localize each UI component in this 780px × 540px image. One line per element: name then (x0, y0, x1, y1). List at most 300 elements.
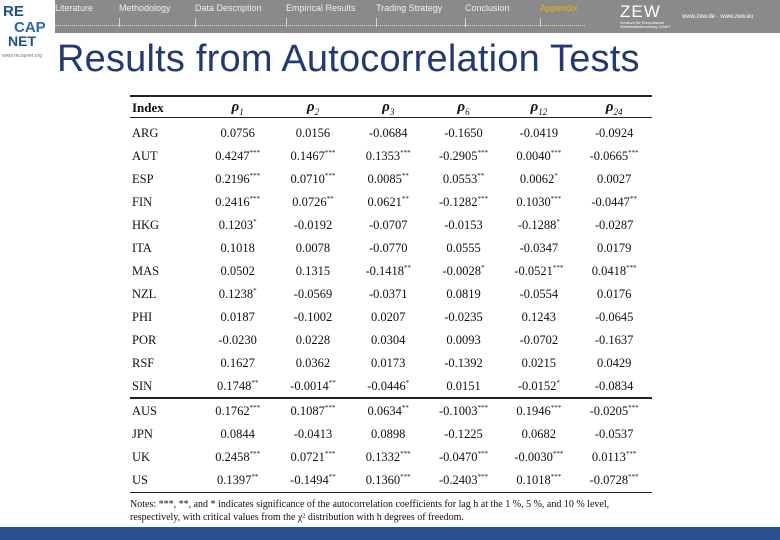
significance-stars: *** (477, 404, 489, 412)
coefficient-value: 0.0151 (446, 379, 481, 393)
coefficient-cell (426, 333, 501, 348)
coefficient-cell (501, 195, 576, 210)
coefficient-cell (576, 218, 651, 233)
coefficient-cell (275, 427, 350, 442)
coefficient-value: -0.0287 (594, 218, 634, 232)
coefficient-value: -0.2403 (439, 473, 478, 487)
table-body-group-1 (130, 122, 652, 398)
coefficient-value: 0.0078 (295, 241, 331, 255)
coefficient-value: -0.0470 (439, 450, 478, 464)
coefficient-value: -0.1392 (444, 356, 483, 370)
significance-stars: *** (628, 149, 639, 157)
table-row (130, 122, 652, 145)
table-row (130, 423, 652, 446)
coefficient-cell (426, 427, 501, 442)
top-navigation-bar (0, 0, 780, 33)
rho-symbol: ρ (306, 98, 315, 115)
coefficient-value: 0.0040 (516, 149, 551, 163)
table-row (130, 469, 652, 492)
significance-stars: ** (328, 379, 336, 387)
index-cell: ESP (132, 172, 154, 186)
coefficient-cell (275, 195, 350, 210)
coefficient-value: -0.0554 (519, 287, 559, 301)
rho-symbol: ρ (530, 98, 539, 115)
significance-stars: *** (550, 149, 562, 157)
index-cell: HKG (132, 218, 160, 232)
coefficient-value: 0.0093 (446, 333, 481, 347)
significance-stars: ** (251, 379, 259, 387)
table-row (130, 237, 652, 260)
coefficient-value: 0.0819 (446, 287, 481, 301)
zew-url: www.zew.de · www.zew.eu (682, 14, 754, 20)
coefficient-value: -0.0446 (367, 379, 406, 393)
coefficient-cell (351, 450, 426, 465)
nav-item-data-description[interactable]: Data Description (195, 3, 262, 13)
coefficient-value: 0.0085 (367, 172, 402, 186)
lag-number: 24 (613, 106, 623, 117)
significance-stars: ** (404, 264, 412, 272)
coefficient-cell (501, 218, 576, 233)
table-group-separator (130, 397, 652, 399)
coefficient-cell (576, 427, 651, 442)
coefficient-value: -0.0205 (589, 404, 629, 418)
index-cell: JPN (132, 427, 153, 441)
nav-separator-tick (119, 18, 120, 27)
significance-stars: *** (249, 172, 261, 180)
coefficient-value: 0.0228 (295, 333, 331, 347)
significance-stars: ** (328, 473, 336, 481)
slide-title: Results from Autocorrelation Tests (57, 38, 640, 80)
coefficient-cell (351, 333, 426, 348)
significance-stars: * (554, 172, 558, 180)
coefficient-value: 0.4247 (215, 149, 250, 163)
coefficient-cell (426, 379, 501, 394)
coefficient-cell (501, 126, 576, 141)
coefficient-value: -0.0153 (444, 218, 483, 232)
coefficient-value: 0.1018 (516, 473, 551, 487)
coefficient-cell (200, 450, 275, 465)
significance-stars: *** (552, 450, 564, 458)
coefficient-value: -0.1650 (444, 126, 483, 140)
coefficient-value: 0.0898 (371, 427, 406, 441)
index-cell: SIN (132, 379, 153, 393)
significance-stars: *** (477, 149, 489, 157)
coefficient-cell (351, 356, 426, 371)
coefficient-cell (200, 379, 275, 394)
coefficient-cell (351, 379, 426, 394)
coefficient-cell (576, 287, 651, 302)
nav-separator-tick (195, 18, 196, 27)
coefficient-cell (426, 241, 501, 256)
nav-progress-line (55, 21, 585, 26)
coefficient-cell (200, 287, 275, 302)
coefficient-value: 0.0156 (295, 126, 331, 140)
coefficient-value: -0.0030 (514, 450, 553, 464)
coefficient-cell (351, 404, 426, 419)
coefficient-cell (275, 241, 350, 256)
table-row (130, 375, 652, 398)
significance-stars: * (253, 287, 257, 295)
index-cell: FIN (132, 195, 153, 209)
coefficient-cell (275, 149, 350, 164)
coefficient-cell (576, 126, 651, 141)
lag-number: 3 (389, 106, 395, 117)
coefficient-value: -0.0684 (368, 126, 408, 140)
coefficient-cell (501, 427, 576, 442)
coefficient-cell (275, 126, 350, 141)
significance-stars: *** (628, 473, 639, 481)
coefficient-value: 0.0721 (290, 450, 325, 464)
coefficient-value: -0.0728 (589, 473, 629, 487)
coefficient-value: 0.0179 (596, 241, 632, 255)
coefficient-value: 0.1946 (516, 404, 551, 418)
index-cell: RSF (132, 356, 155, 370)
nav-item-appendix[interactable]: Appendix (540, 3, 578, 13)
coefficient-cell (576, 149, 651, 164)
coefficient-cell (200, 149, 275, 164)
significance-stars: ** (326, 195, 334, 203)
coefficient-cell (200, 241, 275, 256)
logo-text-re: RE (3, 3, 24, 20)
lag-number: 2 (314, 106, 320, 117)
table-top-rule (130, 95, 652, 97)
significance-stars: *** (400, 149, 411, 157)
significance-stars: ** (401, 195, 409, 203)
coefficient-cell (501, 172, 576, 187)
coefficient-value: 0.1030 (516, 195, 551, 209)
coefficient-value: -0.0770 (368, 241, 408, 255)
lag-column-header (426, 99, 501, 117)
coefficient-cell (426, 126, 501, 141)
table-row (130, 214, 652, 237)
significance-stars: * (556, 218, 560, 226)
coefficient-value: -0.0028 (442, 264, 482, 278)
lag-column-header (200, 99, 275, 117)
coefficient-cell (351, 195, 426, 210)
table-header-rule (130, 117, 652, 118)
coefficient-value: -0.1637 (594, 333, 634, 347)
logo-url: www.recapnet.org (2, 53, 43, 59)
coefficient-cell (200, 333, 275, 348)
coefficient-cell (576, 264, 651, 279)
table-notes: Notes: ***, **, and * indicates significance of the autocorrelation coefficients for lag h at the 1 %, 5 %, and 10 % level, respectively, with critical values from the χ² distribution with h degrees of freedom. (130, 499, 610, 523)
significance-stars: ** (477, 172, 485, 180)
coefficient-value: 0.1332 (365, 450, 401, 464)
coefficient-value: 0.0173 (371, 356, 406, 370)
table-row (130, 306, 652, 329)
significance-stars: *** (324, 172, 336, 180)
significance-stars: *** (628, 404, 639, 412)
table-row (130, 352, 652, 375)
coefficient-cell (576, 356, 651, 371)
significance-stars: *** (477, 473, 489, 481)
rho-symbol: ρ (457, 98, 466, 115)
coefficient-value: -0.0665 (589, 149, 629, 163)
coefficient-cell (351, 126, 426, 141)
table-bottom-rule (130, 492, 652, 493)
coefficient-cell (200, 195, 275, 210)
nav-item-methodology[interactable]: Methodology (119, 3, 171, 13)
coefficient-cell (275, 287, 350, 302)
coefficient-value: 0.1087 (290, 404, 325, 418)
table-header-row (130, 98, 652, 117)
coefficient-value: 0.1762 (215, 404, 250, 418)
coefficient-value: -0.0419 (519, 126, 559, 140)
coefficient-cell (501, 149, 576, 164)
coefficient-cell (200, 264, 275, 279)
coefficient-cell (200, 126, 275, 141)
coefficient-value: 0.0844 (220, 427, 255, 441)
index-cell: MAS (132, 264, 160, 278)
significance-stars: *** (249, 195, 261, 203)
recapnet-logo (0, 0, 55, 62)
coefficient-value: 0.1315 (295, 264, 331, 278)
lag-column-header (351, 99, 426, 117)
zew-logo (614, 0, 780, 33)
coefficient-cell (275, 404, 350, 419)
coefficient-cell (200, 218, 275, 233)
index-cell: POR (132, 333, 157, 347)
coefficient-cell (501, 333, 576, 348)
coefficient-cell (275, 473, 350, 488)
coefficient-cell (275, 379, 350, 394)
significance-stars: *** (400, 450, 411, 458)
coefficient-value: -0.0152 (517, 379, 557, 393)
coefficient-value: 0.1203 (218, 218, 254, 232)
coefficient-cell (576, 450, 651, 465)
coefficient-cell (576, 333, 651, 348)
significance-stars: *** (249, 404, 261, 412)
coefficient-value: -0.0447 (591, 195, 630, 209)
table-body-group-2 (130, 400, 652, 492)
index-cell: NZL (132, 287, 157, 301)
nav-item-empirical-results[interactable]: Empirical Results (286, 3, 356, 13)
coefficient-value: 0.0176 (596, 287, 632, 301)
significance-stars: *** (477, 450, 489, 458)
coefficient-cell (275, 310, 350, 325)
coefficient-value: -0.0521 (514, 264, 553, 278)
significance-stars: ** (629, 195, 637, 203)
coefficient-cell (275, 356, 350, 371)
coefficient-cell (576, 404, 651, 419)
coefficient-value: -0.0230 (218, 333, 257, 347)
coefficient-cell (426, 356, 501, 371)
logo-text-cap: CAP (14, 19, 46, 36)
coefficient-cell (501, 379, 576, 394)
significance-stars: *** (552, 264, 564, 272)
coefficient-value: 0.1748 (216, 379, 252, 393)
coefficient-cell (576, 195, 651, 210)
table-row (130, 400, 652, 423)
nav-item-trading-strategy[interactable]: Trading Strategy (376, 3, 443, 13)
significance-stars: *** (249, 450, 261, 458)
coefficient-cell (351, 149, 426, 164)
coefficient-cell (576, 473, 651, 488)
significance-stars: *** (249, 149, 261, 157)
coefficient-value: -0.1003 (439, 404, 478, 418)
coefficient-value: 0.0027 (596, 172, 632, 186)
table-row (130, 145, 652, 168)
lag-number: 1 (239, 106, 244, 117)
coefficient-value: -0.0413 (293, 427, 333, 441)
zew-logo-mark: ZEW (620, 2, 661, 21)
coefficient-value: 0.1467 (290, 149, 325, 163)
coefficient-cell (426, 264, 501, 279)
coefficient-cell (275, 264, 350, 279)
coefficient-cell (351, 172, 426, 187)
coefficient-value: 0.0062 (519, 172, 555, 186)
coefficient-value: 0.0726 (292, 195, 327, 209)
coefficient-value: -0.0537 (594, 427, 634, 441)
coefficient-value: 0.2416 (215, 195, 250, 209)
coefficient-cell (501, 310, 576, 325)
coefficient-value: 0.0187 (220, 310, 255, 324)
coefficient-value: -0.0569 (293, 287, 333, 301)
bottom-bar (0, 527, 780, 540)
rho-symbol: ρ (382, 98, 390, 115)
coefficient-cell (275, 172, 350, 187)
coefficient-value: 0.1243 (521, 310, 557, 324)
coefficient-value: -0.1225 (444, 427, 483, 441)
coefficient-value: 0.1353 (365, 149, 401, 163)
coefficient-value: 0.0502 (220, 264, 255, 278)
coefficient-cell (426, 149, 501, 164)
coefficient-cell (426, 218, 501, 233)
coefficient-value: 0.1238 (218, 287, 254, 301)
coefficient-value: 0.0682 (521, 427, 557, 441)
coefficient-cell (351, 287, 426, 302)
coefficient-cell (426, 172, 501, 187)
coefficient-value: -0.0645 (594, 310, 634, 324)
coefficient-value: 0.0418 (591, 264, 627, 278)
coefficient-value: 0.0756 (220, 126, 255, 140)
coefficient-cell (576, 241, 651, 256)
lag-column-header (576, 99, 651, 117)
coefficient-cell (351, 264, 426, 279)
coefficient-cell (351, 310, 426, 325)
significance-stars: *** (400, 473, 411, 481)
coefficient-value: 0.0429 (596, 356, 632, 370)
coefficient-cell (200, 473, 275, 488)
coefficient-value: -0.1288 (517, 218, 557, 232)
significance-stars: ** (251, 473, 259, 481)
coefficient-value: 0.0304 (371, 333, 406, 347)
coefficient-cell (501, 264, 576, 279)
table-row (130, 283, 652, 306)
nav-separator-tick (540, 18, 541, 27)
significance-stars: *** (550, 404, 562, 412)
index-cell: AUS (132, 404, 158, 418)
nav-separator-tick (286, 18, 287, 27)
coefficient-value: 0.0553 (442, 172, 478, 186)
coefficient-cell (576, 310, 651, 325)
coefficient-value: -0.0014 (290, 379, 329, 393)
coefficient-cell (576, 379, 651, 394)
significance-stars: * (481, 264, 485, 272)
lag-number: 6 (465, 106, 470, 117)
lag-column-header (275, 99, 350, 117)
logo-text-net: NET (8, 33, 36, 49)
coefficient-value: -0.2905 (439, 149, 478, 163)
index-cell: UK (132, 450, 151, 464)
coefficient-value: -0.0707 (368, 218, 408, 232)
significance-stars: * (556, 379, 560, 387)
index-cell: PHI (132, 310, 153, 324)
coefficient-value: 0.2458 (215, 450, 250, 464)
coefficient-cell (501, 241, 576, 256)
coefficient-value: -0.0347 (519, 241, 559, 255)
lag-number: 12 (538, 106, 548, 117)
coefficient-value: 0.0113 (591, 450, 626, 464)
table-row (130, 446, 652, 469)
coefficient-cell (501, 287, 576, 302)
coefficient-value: 0.0215 (521, 356, 557, 370)
coefficient-cell (501, 450, 576, 465)
coefficient-value: 0.1397 (216, 473, 252, 487)
coefficient-cell (351, 473, 426, 488)
significance-stars: *** (550, 473, 562, 481)
coefficient-cell (426, 473, 501, 488)
significance-stars: * (405, 379, 410, 387)
nav-item-literature[interactable]: Literature (55, 3, 94, 13)
nav-separator-tick (376, 18, 377, 27)
coefficient-cell (426, 195, 501, 210)
coefficient-cell (351, 218, 426, 233)
significance-stars: *** (626, 264, 637, 272)
coefficient-value: -0.1002 (293, 310, 333, 324)
coefficient-value: -0.1494 (290, 473, 329, 487)
coefficient-value: 0.0634 (367, 404, 402, 418)
significance-stars: *** (324, 149, 336, 157)
significance-stars: *** (324, 450, 336, 458)
index-cell: US (132, 473, 148, 487)
nav-separator-tick (465, 18, 466, 27)
significance-stars: *** (324, 404, 336, 412)
coefficient-cell (426, 287, 501, 302)
coefficient-value: 0.0710 (290, 172, 325, 186)
coefficient-cell (275, 450, 350, 465)
table-row (130, 191, 652, 214)
lag-column-header (501, 99, 576, 117)
coefficient-cell (501, 473, 576, 488)
coefficient-value: 0.0207 (371, 310, 406, 324)
coefficient-value: 0.0362 (295, 356, 331, 370)
coefficient-value: 0.0621 (367, 195, 402, 209)
table-row (130, 168, 652, 191)
significance-stars: ** (401, 404, 409, 412)
coefficient-cell (200, 310, 275, 325)
rho-symbol: ρ (231, 98, 240, 115)
coefficient-cell (426, 450, 501, 465)
index-cell: AUT (132, 149, 158, 163)
coefficient-cell (200, 356, 275, 371)
significance-stars: *** (625, 450, 637, 458)
coefficient-cell (501, 404, 576, 419)
coefficient-value: -0.0235 (444, 310, 483, 324)
table-row (130, 260, 652, 283)
coefficient-value: -0.0702 (519, 333, 559, 347)
coefficient-value: -0.1282 (439, 195, 478, 209)
coefficient-cell (351, 241, 426, 256)
table-row (130, 329, 652, 352)
significance-stars: *** (550, 195, 562, 203)
nav-item-conclusion[interactable]: Conclusion (465, 3, 510, 13)
coefficient-value: 0.2196 (215, 172, 250, 186)
section-navigation (55, 0, 615, 30)
coefficient-cell (426, 404, 501, 419)
coefficient-value: -0.1418 (365, 264, 405, 278)
index-column-header: Index (132, 99, 164, 115)
